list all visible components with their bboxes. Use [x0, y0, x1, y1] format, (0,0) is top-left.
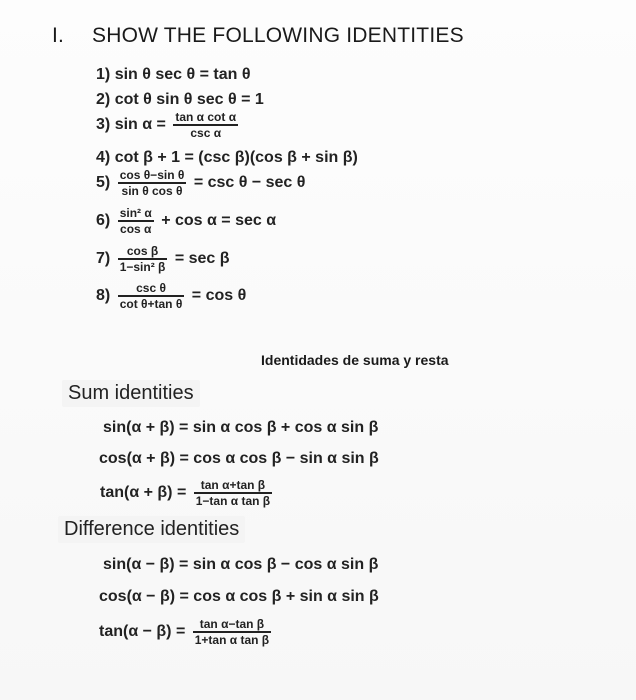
identity-rhs: + cos α = sec α — [161, 211, 277, 229]
identity-rhs: = cos θ — [191, 286, 247, 304]
identity-expression: cot θ sin θ sec θ = 1 — [114, 91, 264, 108]
fraction — [118, 281, 185, 311]
title-number: I. — [52, 24, 65, 47]
fraction-denominator: cot θ+tan θ — [119, 296, 183, 311]
identity-number: 2) — [96, 91, 111, 108]
sum-tan-formula — [100, 478, 275, 508]
fraction-numerator: sin² α — [119, 206, 152, 220]
identity-expression: cot β + 1 = (csc β)(cos β + sin β) — [114, 149, 358, 166]
fraction-denominator: 1−sin² β — [119, 259, 166, 274]
fraction-numerator: tan α−tan β — [199, 617, 265, 631]
difference-sin-formula: sin(α − β) = sin α cos β − cos α sin β — [103, 556, 379, 573]
fraction — [173, 110, 238, 140]
title-text: SHOW THE FOLLOWING IDENTITIES — [92, 24, 464, 47]
identity-3 — [96, 110, 241, 140]
spanish-section-heading: Identidades de suma y resta — [261, 352, 449, 368]
identity-expression: sin θ sec θ = tan θ — [114, 66, 251, 83]
identity-2 — [96, 91, 264, 109]
difference-cos-formula: cos(α − β) = cos α cos β + sin α sin β — [99, 588, 379, 605]
identity-8 — [96, 281, 246, 311]
formula-lhs: tan(α − β) = — [99, 622, 186, 640]
fraction — [118, 168, 187, 198]
fraction-numerator: tan α cot α — [175, 110, 237, 124]
identity-number: 8) — [96, 286, 111, 304]
fraction-denominator: cos α — [120, 221, 152, 236]
fraction-denominator: sin θ cos θ — [121, 183, 183, 198]
fraction — [118, 206, 154, 236]
fraction-denominator: 1−tan α tan β — [195, 493, 271, 508]
fraction-numerator: cos θ−sin θ — [119, 168, 185, 182]
fraction-numerator: tan α+tan β — [200, 478, 266, 492]
identity-lhs: sin α = — [114, 115, 166, 133]
sum-sin-formula: sin(α + β) = sin α cos β + cos α sin β — [103, 419, 379, 436]
identity-rhs: = sec β — [174, 249, 230, 267]
fraction-denominator: csc α — [190, 125, 222, 140]
identity-5 — [96, 168, 305, 198]
fraction — [118, 244, 168, 274]
identity-number: 6) — [96, 211, 111, 229]
fraction-numerator: cos β — [126, 244, 159, 258]
identity-1 — [96, 66, 250, 84]
sum-cos-formula: cos(α + β) = cos α cos β − sin α sin β — [99, 450, 379, 467]
difference-tan-formula — [99, 617, 274, 647]
fraction-denominator: 1+tan α tan β — [194, 632, 270, 647]
formula-lhs: tan(α + β) = — [100, 483, 187, 501]
identity-number: 7) — [96, 249, 111, 267]
page-title — [52, 24, 464, 48]
identity-number: 3) — [96, 115, 111, 133]
fraction — [193, 617, 271, 647]
identity-rhs: = csc θ − sec θ — [193, 173, 306, 191]
sum-identities-heading: Sum identities — [62, 380, 200, 407]
difference-identities-heading: Difference identities — [58, 516, 245, 543]
identity-number: 1) — [96, 66, 111, 83]
identity-number: 5) — [96, 173, 111, 191]
identity-4 — [96, 149, 358, 167]
identity-number: 4) — [96, 149, 111, 166]
identity-7 — [96, 244, 230, 274]
fraction — [194, 478, 272, 508]
identity-6 — [96, 206, 276, 236]
fraction-numerator: csc θ — [136, 281, 166, 295]
